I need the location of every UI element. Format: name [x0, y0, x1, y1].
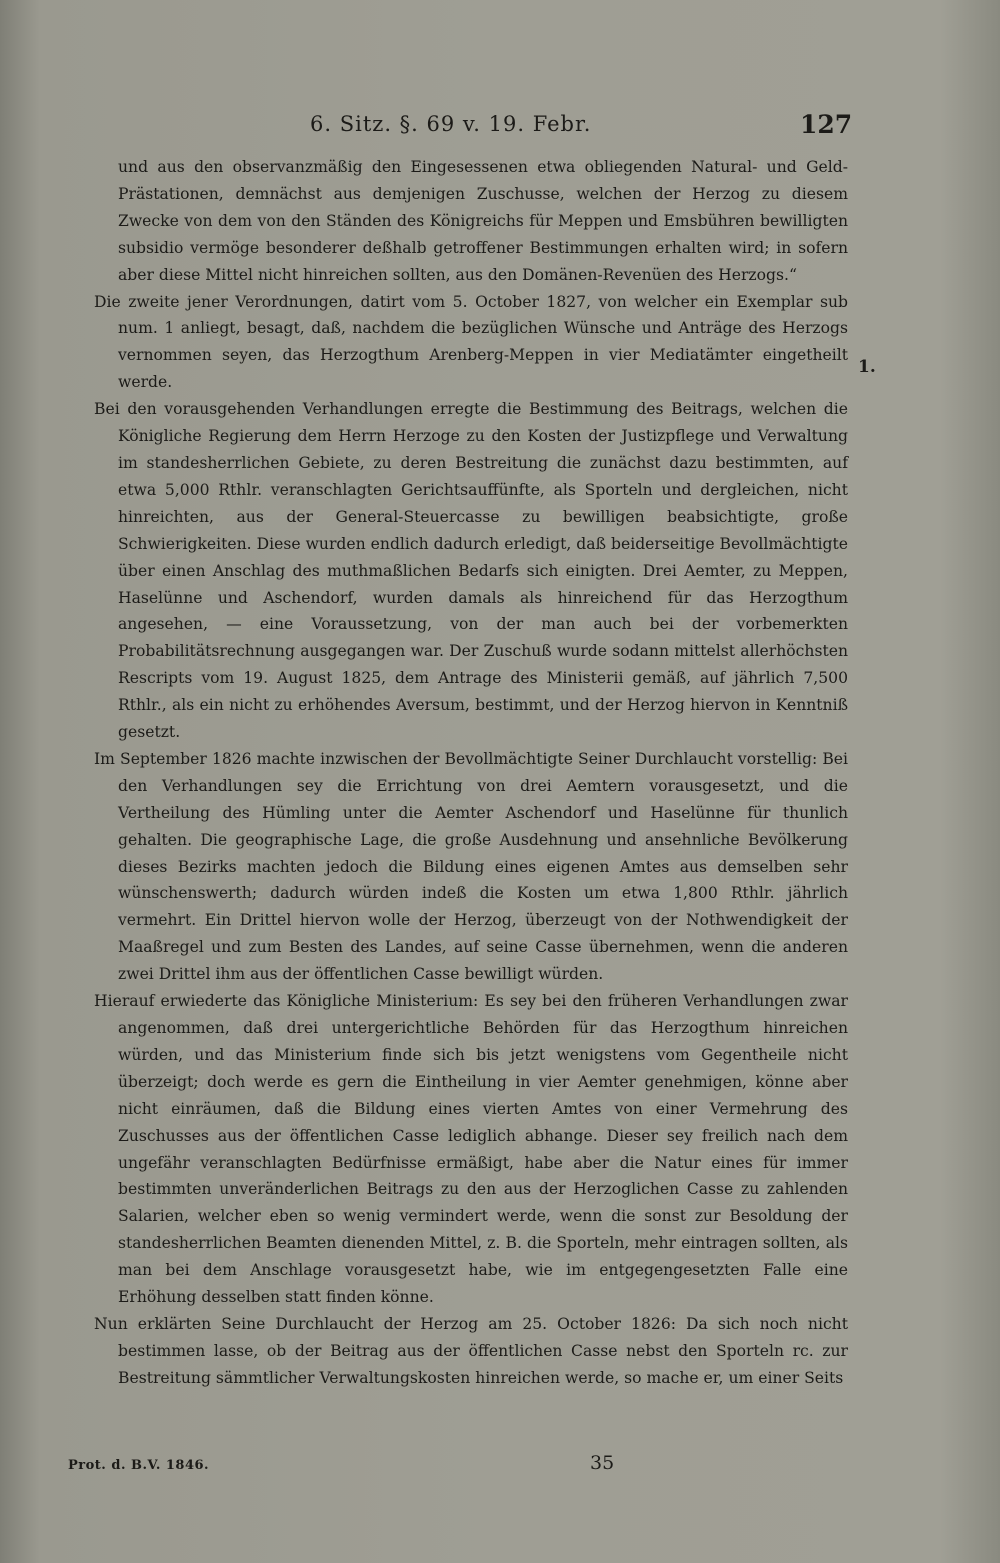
- page-number: 127: [800, 110, 853, 139]
- paragraph-6: Nun erklärten Seine Durchlaucht der Herzog am 25. October 1826: Da sich noch nicht bestimmen lasse, ob der Beitrag aus der öffentlichen Casse nebst den Sporteln rc. zur Bestreitung sämmtlicher Verwaltungskosten hinreichen werde, so mache er, um einer Seits: [94, 1314, 848, 1387]
- paragraph-4: Im September 1826 machte inzwischen der Bevollmächtigte Seiner Durchlaucht vorstellig: Bei den Verhandlungen sey die Errichtung von drei Aemtern vorausgesetzt, und die Vertheilung des Hümling unter die Aemter Aschendorf und Haselünne für thunlich gehalten. Die geographische Lage, die große Ausdehnung und ansehnliche Bevölkerung dieses Bezirks machten jedoch die Bildung eines eigenen Amtes aus demselben sehr wünschenswerth; dadurch würden indeß die Kosten um etwa 1,800 Rthlr. jährlich vermehrt. Ein Drittel hiervon wolle der Herzog, überzeugt von der Nothwendigkeit der Maaßregel und zum Besten des Landes, auf seine Casse übernehmen, wenn die anderen zwei Drittel ihm aus der öffentlichen Casse bewilligt würden.: [94, 749, 848, 984]
- paragraph-3: Bei den vorausgehenden Verhandlungen erregte die Bestimmung des Beitrags, welchen die Königliche Regierung dem Herrn Herzoge zu den Kosten der Justizpflege und Verwaltung im standesherrlichen Gebiete, zu deren Bestreitung die zunächst dazu bestimmten, auf etwa 5,000 Rthlr. veranschlagten Gerichtsauffünfte, als Sporteln und dergleichen, nicht hinreichten, aus der General-Steuercasse zu bewilligen beabsichtigte, große Schwierigkeiten. Diese wurden endlich dadurch erledigt, daß beiderseitige Bevollmächtigte über einen Anschlag des muthmaßlichen Bedarfs sich einigten. Drei Aemter, zu Meppen, Haselünne und Aschendorf, wurden damals als hinreichend für das Herzogthum angesehen, — eine Voraussetzung, von der man auch bei der vorbemerkten Probabilitätsrechnung ausgegangen war. Der Zuschuß wurde sodann mittelst allerhöchsten Rescripts vom 19. August 1825, dem Antrage des Ministerii gemäß, auf jährlich 7,500 Rthlr., als ein nicht zu erhöhendes Aversum, bestimmt, und der Herzog hiervon in Kenntniß gesetzt.: [94, 400, 848, 742]
- paragraph-5: Hierauf erwiederte das Königliche Ministerium: Es sey bei den früheren Verhandlungen zwar angenommen, daß drei untergerichtliche Behörden für das Herzogthum hinreichen würden, und das Ministerium finde sich bis jetzt wenigstens vom Gegentheile nicht überzeigt; doch werde es gern die Eintheilung in vier Aemter genehmigen, könne aber nicht einräumen, daß die Bildung eines vierten Amtes von einer Vermehrung des Zuschusses aus der öffentlichen Casse lediglich abhange. Dieser sey freilich nach dem ungefähr veranschlagten Bedürfnisse ermäßigt, habe aber die Natur eines für immer bestimmten unveränderlichen Beitrags zu den aus der Herzoglichen Casse zu zahlenden Salarien, welcher eben so wenig vermindert werde, wenn die sonst zur Besoldung der standesherrlichen Beamten dienenden Mittel, z. B. die Sporteln, mehr eintragen sollten, als man bei dem Anschlage vorausgesetzt habe, wie im entgegengesetzten Falle eine Erhöhung desselben statt finden könne.: [94, 992, 848, 1307]
- body-text: [94, 154, 848, 1392]
- signature-mark: 35: [590, 1452, 615, 1474]
- paragraph-1: und aus den observanzmäßig den Eingesessenen etwa obliegenden Natural- und Geld-Prästationen, demnächst aus demjenigen Zuschusse, welchen der Herzog zu diesem Zwecke von dem von den Ständen des Königreichs für Meppen und Emsbühren bewilligten subsidio vermöge besonderer deßhalb getroffener Bestimmungen erhalten wird; in sofern aber diese Mittel nicht hinreichen sollten, aus den Domänen-Revenüen des Herzogs.“: [118, 158, 848, 284]
- footer-reference: Prot. d. B.V. 1846.: [68, 1458, 210, 1473]
- running-head: 6. Sitz. §. 69 v. 19. Febr.: [310, 112, 592, 136]
- page-header: [0, 112, 1000, 142]
- margin-note: 1.: [858, 357, 876, 377]
- paragraph-2: Die zweite jener Verordnungen, datirt vom 5. October 1827, von welcher ein Exemplar sub num. 1 anliegt, besagt, daß, nachdem die bezüglichen Wünsche und Anträge des Herzogs vernommen seyen, das Herzogthum Arenberg-Meppen in vier Mediatämter eingetheilt werde.: [94, 292, 848, 392]
